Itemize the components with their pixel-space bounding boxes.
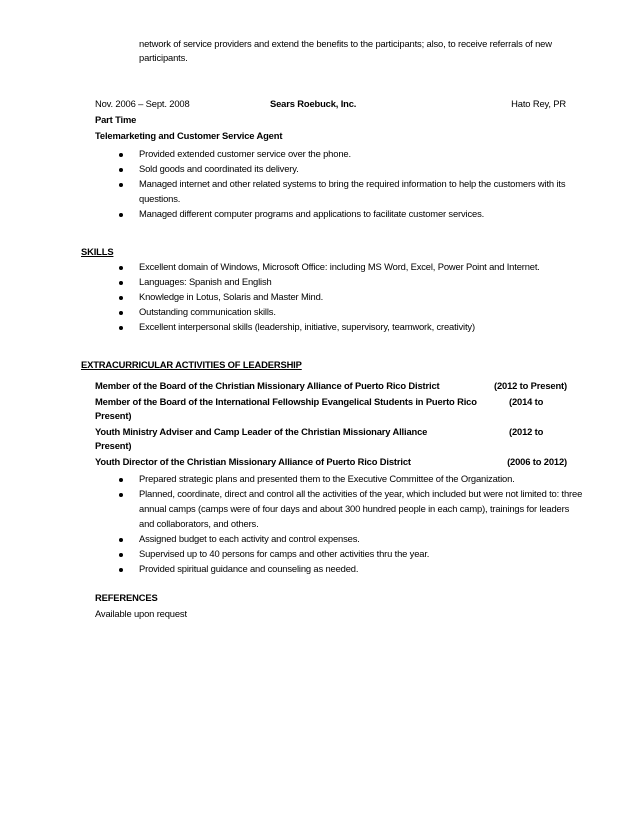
extra-bullet-4: Supervised up to 40 persons for camps and other activities thru the year. xyxy=(139,548,430,559)
bullet-icon xyxy=(119,311,123,315)
extra-bullet-3: Assigned budget to each activity and control expenses. xyxy=(139,533,360,544)
bullet-icon xyxy=(119,296,123,300)
job-company: Sears Roebuck, Inc. xyxy=(270,98,357,109)
extra-bullet-2-line-2: annual camps (camps were of four days and about 300 hundred people in each camp), trainings for leaders xyxy=(139,503,570,514)
bullet-icon xyxy=(119,168,123,172)
skill-item-3: Knowledge in Lotus, Solaris and Master Mind. xyxy=(139,291,324,302)
bullet-icon xyxy=(119,478,123,482)
bullet-icon xyxy=(119,281,123,285)
references-text: Available upon request xyxy=(95,608,187,619)
role-4-title: Youth Director of the Christian Missionary Alliance of Puerto Rico District xyxy=(95,456,411,467)
extra-bullet-2-line-3: and collaborators, and others. xyxy=(139,518,259,529)
continuation-line-2: participants. xyxy=(139,52,188,63)
bullet-icon xyxy=(119,213,123,217)
skill-item-1: Excellent domain of Windows, Microsoft Office: including MS Word, Excel, Power Point and Internet. xyxy=(139,261,540,272)
bullet-icon xyxy=(119,493,123,497)
extra-bullet-1: Prepared strategic plans and presented them to the Executive Committee of the Organization. xyxy=(139,473,515,484)
continuation-line-1: network of service providers and extend the benefits to the participants; also, to receive referrals of new xyxy=(139,38,552,49)
extra-bullet-2-line-1: Planned, coordinate, direct and control all the activities of the year, which included but were not limited to: three xyxy=(139,488,583,499)
job-bullet-3-line-2: questions. xyxy=(139,193,181,204)
references-heading: REFERENCES xyxy=(95,592,158,603)
bullet-icon xyxy=(119,553,123,557)
job-bullet-1: Provided extended customer service over the phone. xyxy=(139,148,351,159)
job-bullet-2: Sold goods and coordinated its delivery. xyxy=(139,163,299,174)
job-bullet-4: Managed different computer programs and applications to facilitate customer services. xyxy=(139,208,485,219)
bullet-icon xyxy=(119,568,123,572)
role-2-dates-wrap: Present) xyxy=(95,410,132,421)
role-3-title: Youth Ministry Adviser and Camp Leader of the Christian Missionary Alliance xyxy=(95,426,428,437)
role-2-title: Member of the Board of the International Fellowship Evangelical Students in Puerto Rico xyxy=(95,396,477,407)
extra-bullet-5: Provided spiritual guidance and counseling as needed. xyxy=(139,563,359,574)
role-3-dates: (2012 to xyxy=(509,426,544,437)
skill-item-2: Languages: Spanish and English xyxy=(139,276,272,287)
role-4-dates: (2006 to 2012) xyxy=(507,456,567,467)
bullet-icon xyxy=(119,326,123,330)
job-title: Telemarketing and Customer Service Agent xyxy=(95,130,283,141)
extracurricular-heading: EXTRACURRICULAR ACTIVITIES OF LEADERSHIP xyxy=(81,359,302,370)
role-2-dates: (2014 to xyxy=(509,396,544,407)
job-bullet-3-line-1: Managed internet and other related systems to bring the required information to help the customers with its xyxy=(139,178,566,189)
bullet-icon xyxy=(119,153,123,157)
bullet-icon xyxy=(119,183,123,187)
bullet-icon xyxy=(119,538,123,542)
role-3-dates-wrap: Present) xyxy=(95,440,132,451)
role-1-dates: (2012 to Present) xyxy=(494,380,567,391)
job-dates: Nov. 2006 – Sept. 2008 xyxy=(95,98,190,109)
job-type: Part Time xyxy=(95,114,137,125)
role-1-title: Member of the Board of the Christian Missionary Alliance of Puerto Rico District xyxy=(95,380,440,391)
skill-item-5: Excellent interpersonal skills (leadership, initiative, supervisory, teamwork, creativity) xyxy=(139,321,475,332)
skill-item-4: Outstanding communication skills. xyxy=(139,306,276,317)
skills-heading: SKILLS xyxy=(81,246,114,257)
job-location: Hato Rey, PR xyxy=(511,98,566,109)
bullet-icon xyxy=(119,266,123,270)
